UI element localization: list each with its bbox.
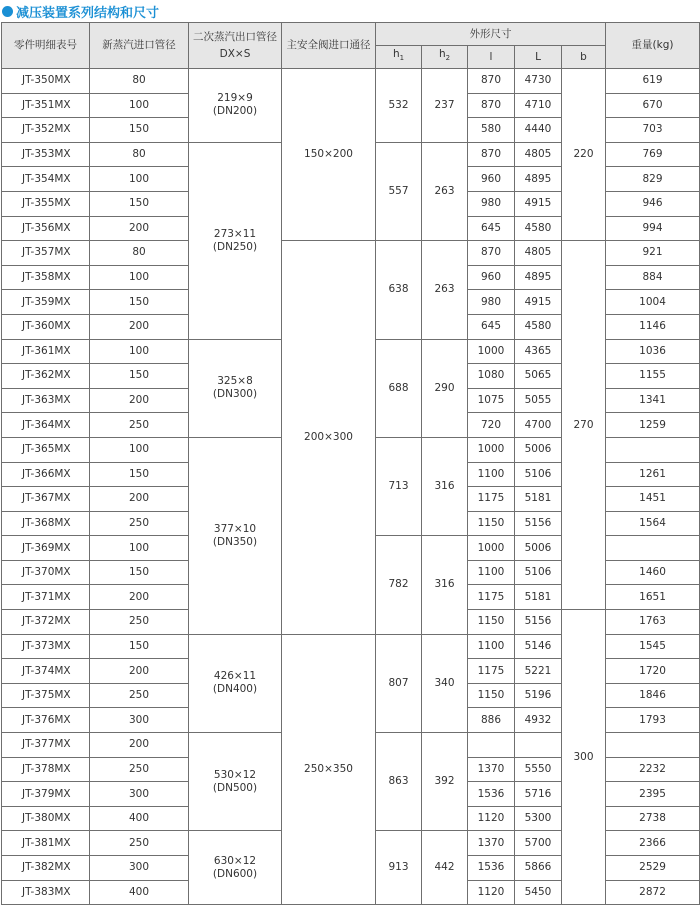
model-cell: JT-353MX [2,142,90,167]
model-cell: JT-361MX [2,339,90,364]
inlet-cell: 400 [90,880,189,905]
weight-cell: 1545 [606,634,700,659]
safety-cell: 250×350 [282,634,376,905]
weight-cell: 994 [606,216,700,241]
h1-cell: 782 [376,536,422,634]
header-l-small: l [468,46,515,69]
l-big-cell: 5716 [515,782,562,807]
inlet-cell: 200 [90,585,189,610]
l-big-cell [515,733,562,758]
l-big-cell: 4365 [515,339,562,364]
l-big-cell: 5550 [515,757,562,782]
outlet-size: 325×8 [217,375,253,388]
h2-cell: 316 [422,536,468,634]
weight-cell: 2232 [606,757,700,782]
l-small-cell: 1100 [468,462,515,487]
l-big-cell: 5181 [515,487,562,512]
outlet-size: 426×11 [213,670,257,683]
header-l-big: L [515,46,562,69]
l-big-cell: 5065 [515,364,562,389]
inlet-cell: 100 [90,93,189,118]
l-big-cell: 4730 [515,69,562,94]
l-small-cell: 960 [468,167,515,192]
model-cell: JT-362MX [2,364,90,389]
model-cell: JT-371MX [2,585,90,610]
l-small-cell: 1000 [468,339,515,364]
inlet-cell: 300 [90,782,189,807]
weight-cell: 1036 [606,339,700,364]
inlet-cell: 250 [90,757,189,782]
model-cell: JT-377MX [2,733,90,758]
weight-cell: 1155 [606,364,700,389]
h1-cell: 807 [376,634,422,732]
model-cell: JT-355MX [2,191,90,216]
weight-cell: 1651 [606,585,700,610]
l-big-cell: 5106 [515,462,562,487]
table-row [2,241,700,266]
weight-cell: 1564 [606,511,700,536]
model-cell: JT-370MX [2,560,90,585]
l-small-cell: 870 [468,69,515,94]
l-small-cell: 1150 [468,610,515,635]
model-cell: JT-379MX [2,782,90,807]
header-safety: 主安全阀进口通径 [282,23,376,69]
header-outlet: 二次蒸汽出口管径DX×S [189,23,282,69]
safety-cell: 150×200 [282,69,376,241]
weight-cell: 1261 [606,462,700,487]
l-big-cell: 4895 [515,265,562,290]
inlet-cell: 250 [90,413,189,438]
l-small-cell: 1536 [468,856,515,881]
outlet-cell [189,437,282,634]
l-small-cell: 1100 [468,560,515,585]
model-cell: JT-375MX [2,683,90,708]
inlet-cell: 250 [90,610,189,635]
l-big-cell: 4932 [515,708,562,733]
inlet-cell: 300 [90,708,189,733]
inlet-cell: 80 [90,142,189,167]
l-small-cell: 1075 [468,388,515,413]
inlet-cell: 200 [90,314,189,339]
l-big-cell: 4915 [515,290,562,315]
b-cell: 220 [562,69,606,241]
outlet-dn: (DN600) [212,867,258,880]
weight-cell: 1451 [606,487,700,512]
model-cell: JT-381MX [2,831,90,856]
l-big-cell: 4805 [515,142,562,167]
weight-cell [606,536,700,561]
header-dims: 外形尺寸 [376,23,606,46]
h2-cell: 442 [422,831,468,905]
h1-cell: 913 [376,831,422,905]
l-small-cell: 1370 [468,831,515,856]
l-small-cell: 580 [468,118,515,143]
l-big-cell: 5450 [515,880,562,905]
model-cell: JT-359MX [2,290,90,315]
bullet-icon [2,6,13,17]
section-title [0,0,700,22]
l-big-cell: 5106 [515,560,562,585]
h1-cell: 557 [376,142,422,240]
inlet-cell: 250 [90,511,189,536]
outlet-cell [189,634,282,732]
weight-cell: 1146 [606,314,700,339]
inlet-cell: 150 [90,118,189,143]
h2-cell: 290 [422,339,468,437]
l-big-cell: 5300 [515,806,562,831]
model-cell: JT-380MX [2,806,90,831]
l-small-cell: 980 [468,191,515,216]
model-cell: JT-364MX [2,413,90,438]
l-small-cell: 1175 [468,659,515,684]
model-cell: JT-365MX [2,437,90,462]
l-big-cell: 4580 [515,314,562,339]
inlet-cell: 150 [90,364,189,389]
weight-cell: 2529 [606,856,700,881]
outlet-dn: (DN250) [212,240,258,253]
model-cell: JT-354MX [2,167,90,192]
weight-cell: 946 [606,191,700,216]
outlet-dn: (DN350) [212,535,258,548]
weight-cell: 884 [606,265,700,290]
table-body [2,69,700,905]
weight-cell: 2738 [606,806,700,831]
h1-cell: 688 [376,339,422,437]
inlet-cell: 150 [90,560,189,585]
l-small-cell: 1175 [468,487,515,512]
weight-cell [606,437,700,462]
outlet-cell [189,69,282,143]
h2-cell: 316 [422,437,468,535]
l-small-cell: 1150 [468,511,515,536]
model-cell: JT-378MX [2,757,90,782]
weight-cell: 1763 [606,610,700,635]
l-small-cell: 1080 [468,364,515,389]
h1-cell: 532 [376,69,422,143]
model-cell: JT-373MX [2,634,90,659]
inlet-cell: 150 [90,634,189,659]
outlet-dn: (DN400) [212,683,258,696]
outlet-size: 630×12 [213,854,257,867]
model-cell: JT-363MX [2,388,90,413]
weight-cell: 1720 [606,659,700,684]
outlet-dn: (DN200) [212,105,258,118]
l-small-cell [468,733,515,758]
header-b: b [562,46,606,69]
weight-cell: 619 [606,69,700,94]
section-title-text: 减压装置系列结构和尺寸 [16,5,160,21]
inlet-cell: 100 [90,167,189,192]
l-small-cell: 1000 [468,437,515,462]
l-big-cell: 5221 [515,659,562,684]
inlet-cell: 200 [90,216,189,241]
inlet-cell: 150 [90,191,189,216]
l-small-cell: 645 [468,314,515,339]
l-big-cell: 5700 [515,831,562,856]
inlet-cell: 250 [90,683,189,708]
inlet-cell: 200 [90,733,189,758]
l-big-cell: 5156 [515,511,562,536]
weight-cell: 1341 [606,388,700,413]
l-big-cell: 4440 [515,118,562,143]
weight-cell: 1793 [606,708,700,733]
l-small-cell: 1120 [468,806,515,831]
inlet-cell: 100 [90,536,189,561]
l-big-cell: 5006 [515,536,562,561]
outlet-cell [189,733,282,831]
l-small-cell: 870 [468,93,515,118]
l-small-cell: 1175 [468,585,515,610]
l-big-cell: 4580 [515,216,562,241]
l-small-cell: 1000 [468,536,515,561]
weight-cell: 2395 [606,782,700,807]
model-cell: JT-350MX [2,69,90,94]
weight-cell: 1460 [606,560,700,585]
model-cell: JT-360MX [2,314,90,339]
inlet-cell: 100 [90,437,189,462]
h1-cell: 863 [376,733,422,831]
h2-cell: 237 [422,69,468,143]
h2-cell: 340 [422,634,468,732]
model-cell: JT-366MX [2,462,90,487]
model-cell: JT-367MX [2,487,90,512]
model-cell: JT-356MX [2,216,90,241]
l-big-cell: 5196 [515,683,562,708]
weight-cell [606,733,700,758]
l-small-cell: 1370 [468,757,515,782]
model-cell: JT-358MX [2,265,90,290]
l-big-cell: 5156 [515,610,562,635]
b-cell: 270 [562,241,606,610]
l-small-cell: 870 [468,241,515,266]
inlet-cell: 80 [90,69,189,94]
outlet-dn: (DN500) [212,781,258,794]
inlet-cell: 150 [90,462,189,487]
header-weight: 重量(kg) [606,23,700,69]
l-big-cell: 5006 [515,437,562,462]
outlet-cell [189,339,282,437]
weight-cell: 2872 [606,880,700,905]
l-small-cell: 1100 [468,634,515,659]
l-big-cell: 5181 [515,585,562,610]
outlet-dn: (DN300) [212,388,258,401]
l-small-cell: 870 [468,142,515,167]
l-big-cell: 4710 [515,93,562,118]
l-small-cell: 1120 [468,880,515,905]
l-small-cell: 886 [468,708,515,733]
l-small-cell: 1536 [468,782,515,807]
l-big-cell: 4895 [515,167,562,192]
l-big-cell: 4700 [515,413,562,438]
model-cell: JT-372MX [2,610,90,635]
model-cell: JT-374MX [2,659,90,684]
inlet-cell: 200 [90,388,189,413]
weight-cell: 2366 [606,831,700,856]
model-cell: JT-369MX [2,536,90,561]
outlet-cell [189,142,282,339]
outlet-size: 377×10 [213,522,257,535]
weight-cell: 1846 [606,683,700,708]
weight-cell: 703 [606,118,700,143]
inlet-cell: 200 [90,659,189,684]
inlet-cell: 300 [90,856,189,881]
weight-cell: 769 [606,142,700,167]
h1-cell: 713 [376,437,422,535]
spec-table [1,22,700,905]
inlet-cell: 400 [90,806,189,831]
b-cell: 300 [562,610,606,905]
h2-cell: 392 [422,733,468,831]
model-cell: JT-368MX [2,511,90,536]
header-h1: $h_1$ [376,46,422,69]
outlet-size: 219×9 [217,92,253,105]
outlet-cell [189,831,282,905]
weight-cell: 829 [606,167,700,192]
model-cell: JT-382MX [2,856,90,881]
weight-cell: 921 [606,241,700,266]
outlet-size: 273×11 [213,227,257,240]
l-big-cell: 5055 [515,388,562,413]
header-h2: $h_2$ [422,46,468,69]
l-big-cell: 5146 [515,634,562,659]
safety-cell: 200×300 [282,241,376,635]
weight-cell: 670 [606,93,700,118]
header-model: 零件明细表号 [2,23,90,69]
header-inlet: 新蒸汽进口管径 [90,23,189,69]
inlet-cell: 150 [90,290,189,315]
l-small-cell: 960 [468,265,515,290]
model-cell: JT-351MX [2,93,90,118]
model-cell: JT-352MX [2,118,90,143]
inlet-cell: 250 [90,831,189,856]
l-small-cell: 645 [468,216,515,241]
inlet-cell: 100 [90,339,189,364]
outlet-size: 530×12 [213,768,257,781]
h1-cell: 638 [376,241,422,339]
model-cell: JT-376MX [2,708,90,733]
inlet-cell: 80 [90,241,189,266]
l-big-cell: 5866 [515,856,562,881]
l-big-cell: 4915 [515,191,562,216]
l-small-cell: 980 [468,290,515,315]
inlet-cell: 200 [90,487,189,512]
table-row [2,69,700,94]
l-small-cell: 1150 [468,683,515,708]
h2-cell: 263 [422,241,468,339]
weight-cell: 1004 [606,290,700,315]
h2-cell: 263 [422,142,468,240]
weight-cell: 1259 [606,413,700,438]
l-big-cell: 4805 [515,241,562,266]
model-cell: JT-383MX [2,880,90,905]
inlet-cell: 100 [90,265,189,290]
model-cell: JT-357MX [2,241,90,266]
l-small-cell: 720 [468,413,515,438]
